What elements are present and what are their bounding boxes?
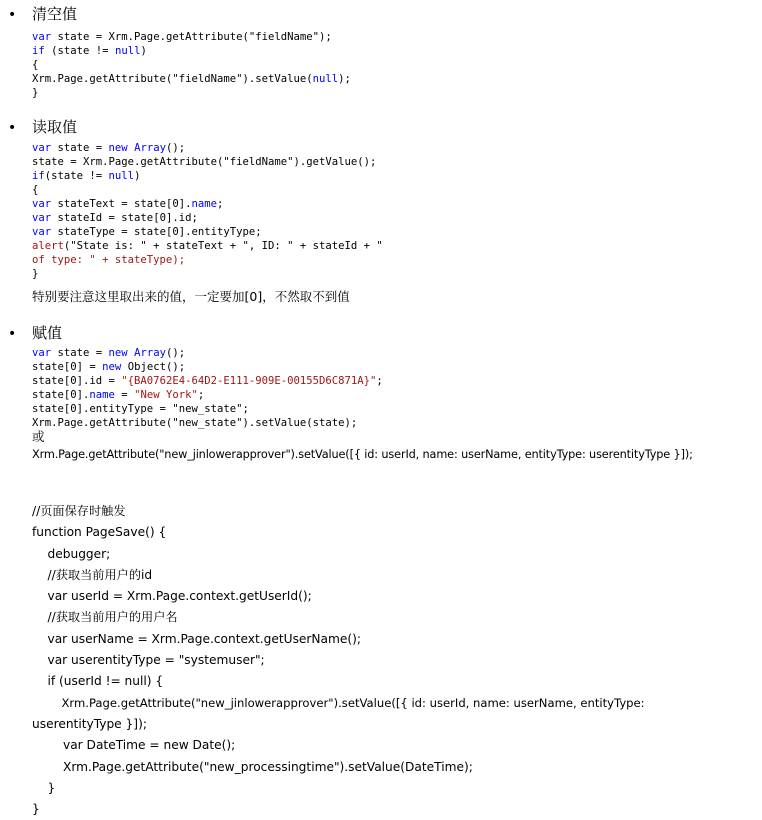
code-token: Object(); (121, 361, 186, 373)
code-token: var (32, 31, 52, 43)
code-token: name (89, 389, 115, 401)
code-token: state[0].id = (32, 375, 122, 387)
code-token: = (114, 389, 135, 401)
code-token: state = Xrm.Page.getAttribute("fieldName"); (51, 31, 332, 43)
code-token: { (32, 59, 39, 71)
bullet-icon: • (8, 7, 17, 23)
code-token: null (108, 170, 135, 182)
code-line (32, 169, 383, 183)
function-line: var DateTime = new Date(); (32, 738, 236, 753)
code-token: Array (134, 142, 166, 154)
code-token: null (114, 45, 141, 57)
function-line: //页面保存时触发 (32, 504, 126, 518)
function-line: Xrm.Page.getAttribute("new_processingtime").setValue(DateTime); (32, 759, 473, 774)
code-token: alert (32, 240, 64, 252)
code-line (32, 253, 383, 267)
code-line (32, 374, 383, 388)
code-line (32, 86, 351, 100)
bullet-icon: • (8, 326, 17, 342)
code-token: var (32, 142, 52, 154)
function-line: userentityType }]); (32, 716, 147, 731)
code-line (32, 155, 383, 169)
code-line (32, 346, 383, 360)
code-line (32, 225, 383, 239)
code-token: name (191, 198, 217, 210)
code-token: if (32, 45, 45, 57)
bullet-icon: • (8, 120, 17, 136)
code-token: Xrm.Page.getAttribute("fieldName").setValue( (32, 73, 313, 85)
code-token: state[0].entityType = "new_state"; (32, 403, 249, 415)
function-line: //获取当前用户的id (32, 567, 153, 582)
code-line (32, 58, 351, 72)
code-token: new (108, 347, 128, 359)
code-token: var (32, 347, 52, 359)
code-token: ) (134, 170, 141, 182)
code-token: state = Xrm.Page.getAttribute("fieldName").getValue(); (32, 156, 377, 168)
code-line (32, 72, 351, 86)
code-line (32, 141, 383, 155)
section-title-read: 读取值 (32, 118, 78, 136)
code-token: state = (51, 142, 109, 154)
function-line: } (32, 802, 40, 817)
code-token: (state != (44, 170, 109, 182)
code-block-read (32, 141, 383, 281)
function-line: Xrm.Page.getAttribute("new_jinlowerapprover").setValue([{ id: userId, name: userName, entityType: (32, 695, 645, 710)
code-token: } (32, 268, 39, 280)
code-token: state = (51, 347, 109, 359)
code-line (32, 416, 383, 430)
function-line: function PageSave() { (32, 525, 167, 540)
code-line (32, 183, 383, 197)
code-token: (); (165, 347, 186, 359)
alt-assign-line: Xrm.Page.getAttribute("new_jinlowerapprover").setValue([{ id: userId, name: userName, entityType: userentityType }]); (32, 448, 693, 461)
code-token: var (32, 212, 52, 224)
code-line (32, 30, 351, 44)
function-block (32, 501, 645, 820)
code-token: var (32, 226, 52, 238)
section-title-clear: 清空值 (32, 5, 78, 23)
code-token: { (32, 184, 39, 196)
note-text: 特别要注意这里取出来的值，一定要加[0]，不然取不到值 (32, 289, 350, 304)
function-line: var userentityType = "systemuser"; (32, 653, 265, 668)
code-line (32, 239, 383, 253)
code-line (32, 197, 383, 211)
code-token: var (32, 198, 52, 210)
code-token: state[0] = (32, 361, 103, 373)
code-token: (state != (44, 45, 115, 57)
code-token: Xrm.Page.getAttribute("new_state").setValue(state); (32, 417, 358, 429)
code-token: ; (197, 389, 205, 401)
code-line (32, 388, 383, 402)
code-token: of type: " + stateType); (32, 254, 186, 266)
code-token: new (108, 142, 128, 154)
function-line: debugger; (32, 546, 111, 561)
function-line: if (userId != null) { (32, 674, 164, 689)
function-line: } (32, 780, 56, 795)
code-token: ) (140, 45, 147, 57)
code-token: null (312, 73, 339, 85)
code-token: "New York" (134, 389, 198, 401)
code-block-assign (32, 346, 383, 430)
code-token: state[0]. (32, 389, 90, 401)
code-token: stateId = state[0].id; (51, 212, 198, 224)
code-token: Array (134, 347, 166, 359)
code-token: "{BA0762E4-64D2-E111-909E-00155D6C871A}" (121, 375, 377, 387)
code-block-clear (32, 30, 351, 100)
code-line (32, 211, 383, 225)
or-label: 或 (32, 429, 45, 444)
function-line: var userId = Xrm.Page.context.getUserId(); (32, 589, 312, 604)
code-token: if (32, 170, 45, 182)
code-token: stateText = state[0]. (51, 198, 192, 210)
function-line: var userName = Xrm.Page.context.getUserName(); (32, 631, 362, 646)
code-token: ); (338, 73, 351, 85)
code-line (32, 44, 351, 58)
code-line (32, 360, 383, 374)
code-line (32, 402, 383, 416)
code-token: ; (376, 375, 383, 387)
code-token: } (32, 87, 39, 99)
code-token: stateType = state[0].entityType; (51, 226, 262, 238)
code-token: (); (165, 142, 186, 154)
section-title-assign: 赋值 (32, 324, 63, 342)
code-token: new (102, 361, 122, 373)
code-line (32, 267, 383, 281)
function-line: //获取当前用户的用户名 (32, 610, 178, 625)
code-token: ; (216, 198, 224, 210)
code-token: ("State is: " + stateText + ", ID: " + stateId + " (63, 240, 383, 252)
